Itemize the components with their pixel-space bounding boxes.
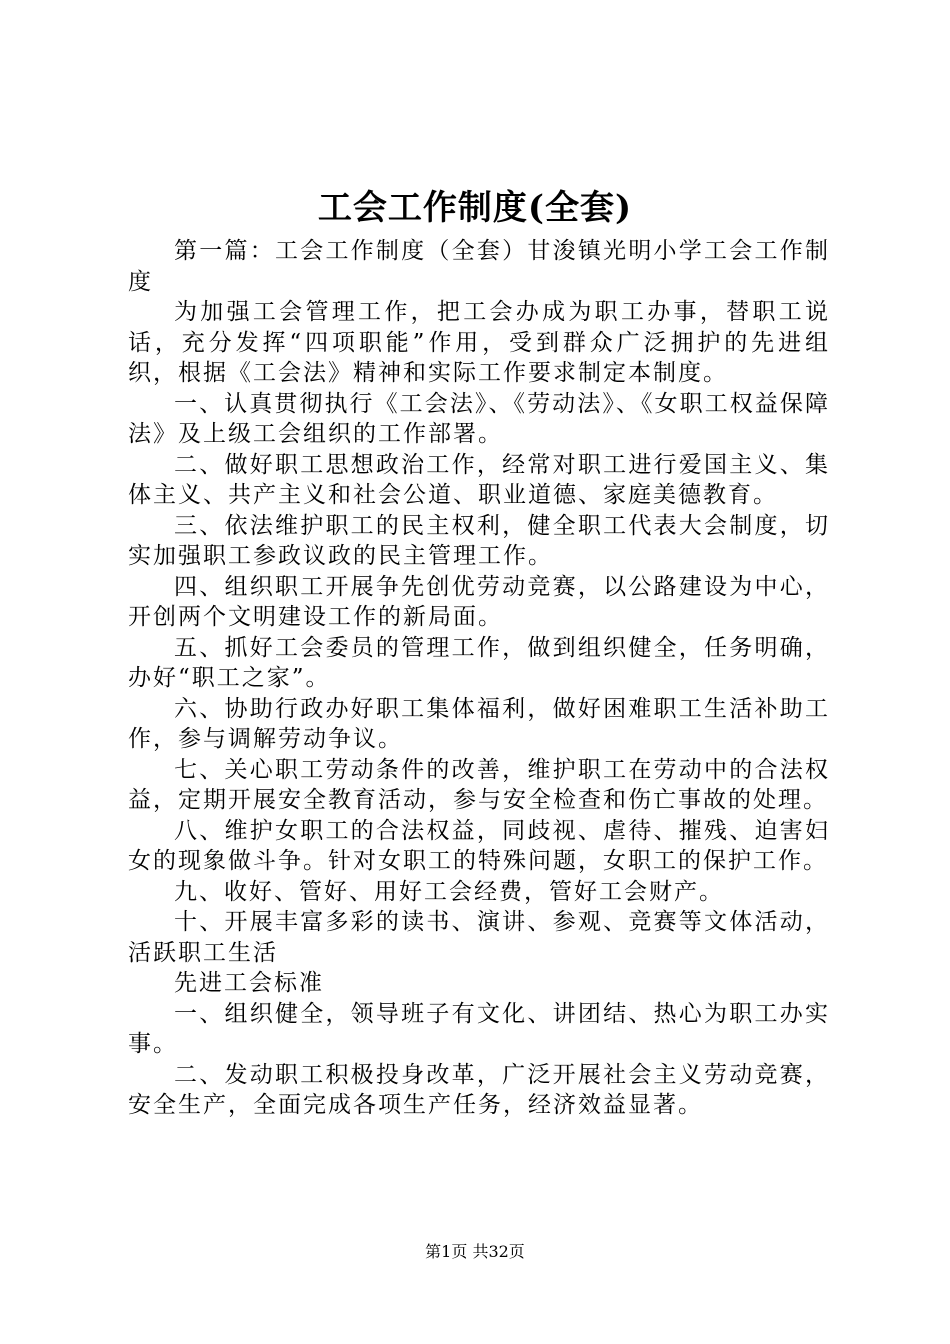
page-number-footer: 第1页 共32页 bbox=[425, 1242, 525, 1261]
paragraph-item-5: 五、抓好工会委员的管理工作，做到组织健全，任务明确，办好“职工之家”。 bbox=[128, 634, 830, 691]
paragraph-item-6: 六、协助行政办好职工集体福利，做好困难职工生活补助工作，参与调解劳动争议。 bbox=[128, 695, 830, 752]
paragraph-item-9: 九、收好、管好、用好工会经费，管好工会财产。 bbox=[174, 878, 724, 905]
paragraph-item-4: 四、组织职工开展争先创优劳动竞赛，以公路建设为中心，开创两个文明建设工作的新局面。 bbox=[128, 573, 830, 630]
paragraph-item-8: 八、维护女职工的合法权益，同歧视、虐待、摧残、迫害妇女的现象做斗争。针对女职工的特殊问题，女职工的保护工作。 bbox=[128, 817, 830, 874]
paragraph-heading: 第一篇：工会工作制度（全套）甘浚镇光明小学工会工作制度 bbox=[128, 238, 830, 295]
paragraph-item-3: 三、依法维护职工的民主权利，健全职工代表大会制度，切实加强职工参政议政的民主管理工作。 bbox=[128, 512, 830, 569]
paragraph-standard-2: 二、发动职工积极投身改革，广泛开展社会主义劳动竞赛，安全生产，全面完成各项生产任务，经济效益显著。 bbox=[128, 1061, 830, 1118]
document-title: 工会工作制度(全套) bbox=[317, 188, 633, 228]
paragraph-item-2: 二、做好职工思想政治工作，经常对职工进行爱国主义、集体主义、共产主义和社会公道、职业道德、家庭美德教育。 bbox=[128, 451, 830, 508]
paragraph-standard-1: 一、组织健全，领导班子有文化、讲团结、热心为职工办实事。 bbox=[128, 1000, 830, 1057]
paragraph-item-7: 七、关心职工劳动条件的改善，维护职工在劳动中的合法权益，定期开展安全教育活动，参与安全检查和伤亡事故的处理。 bbox=[128, 756, 830, 813]
paragraph-intro: 为加强工会管理工作，把工会办成为职工办事，替职工说话，充分发挥“四项职能”作用，受到群众广泛拥护的先进组织，根据《工会法》精神和实际工作要求制定本制度。 bbox=[128, 299, 830, 386]
document-body bbox=[128, 236, 830, 1121]
paragraph-item-10: 十、开展丰富多彩的读书、演讲、参观、竞赛等文体活动，活跃职工生活 bbox=[128, 909, 830, 966]
paragraph-item-1: 一、认真贯彻执行《工会法》、《劳动法》、《女职工权益保障法》及上级工会组织的工作部署。 bbox=[128, 390, 830, 447]
section-subheading: 先进工会标准 bbox=[174, 970, 324, 996]
